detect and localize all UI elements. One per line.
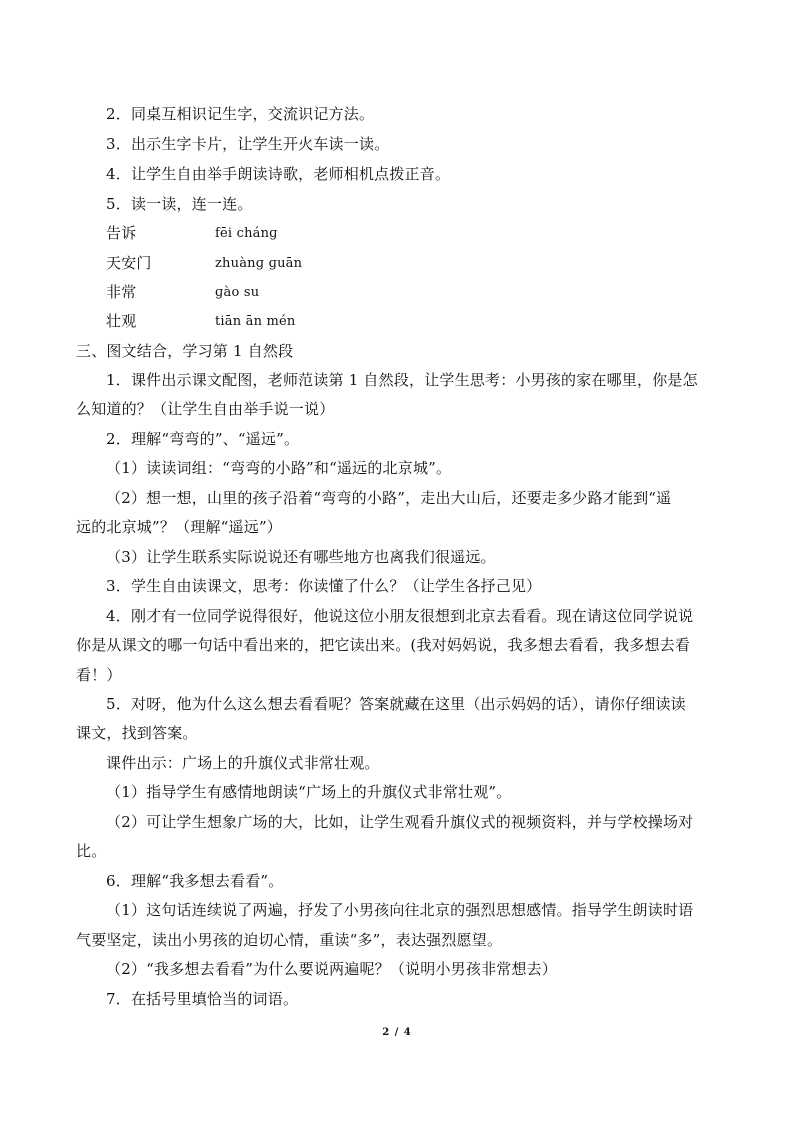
paragraph-line: 1．课件出示课文配图，老师范读第 1 自然段，让学生思考：小男孩的家在哪里，你是怎	[106, 371, 698, 389]
paragraph-line: 远的北京城”？（理解“遥远”）	[76, 518, 283, 536]
paragraph-line: 4．刚才有一位同学说得很好，他说这位小朋友很想到北京去看看。现在请这位同学说说	[106, 607, 694, 625]
paragraph-line: 5．对呀，他为什么这么想去看看呢？答案就藏在这里（出示妈妈的话），请你仔细读读	[106, 695, 686, 713]
paragraph-line: （3）让学生联系实际说说还有哪些地方也离我们很遥远。	[106, 548, 496, 566]
step-3-line: 3．出示生字卡片，让学生开火车读一读。	[106, 135, 390, 153]
step-2-line: 2．同桌互相识记生字，交流识记方法。	[106, 105, 375, 123]
paragraph-line: 3．学生自由读课文，思考：你读懂了什么？（让学生各抒己见）	[106, 577, 542, 595]
matching-pinyin: ɡào su	[215, 285, 260, 300]
paragraph-line: （1）这句话连续说了两遍，抒发了小男孩向往北京的强烈思想感情。指导学生朗读时语	[106, 901, 694, 919]
paragraph-line: 2．理解“弯弯的”、“遥远”。	[106, 430, 300, 448]
matching-word: 非常	[106, 283, 137, 301]
matching-word: 告诉	[106, 224, 137, 242]
paragraph-line: （1）指导学生有感情地朗读“广场上的升旗仪式非常壮观”。	[106, 783, 512, 801]
page-number: 2 / 4	[382, 1027, 412, 1038]
step-4-line: 4．让学生自由举手朗读诗歌，老师相机点拨正音。	[106, 165, 451, 183]
paragraph-line: 7．在括号里填恰当的词语。	[106, 990, 299, 1008]
matching-pinyin: zhuànɡ ɡuān	[215, 256, 303, 271]
step-5-line: 5．读一读，连一连。	[106, 195, 253, 213]
matching-word: 壮观	[106, 312, 137, 330]
matching-pinyin: fēi chánɡ	[215, 226, 278, 241]
paragraph-line: （2）想一想，山里的孩子沿着“弯弯的小路”，走出大山后，还要走多少路才能到“遥	[106, 489, 672, 507]
paragraph-line: 你是从课文的哪一句话中看出来的，把它读出来。(我对妈妈说，我多想去看看，我多想去看	[76, 636, 691, 654]
paragraph-line: （2）可让学生想象广场的大，比如，让学生观看升旗仪式的视频资料，并与学校操场对	[106, 813, 694, 831]
matching-pinyin: tiān ān mén	[215, 314, 296, 329]
paragraph-line: 看！）	[76, 666, 122, 684]
paragraph-line: 气要坚定，读出小男孩的迫切心情，重读“多”，表达强烈愿望。	[76, 931, 503, 949]
paragraph-line: 课文，找到答案。	[76, 724, 198, 742]
paragraph-line: 课件出示：广场上的升旗仪式非常壮观。	[106, 754, 380, 772]
paragraph-line: 比。	[76, 842, 107, 860]
paragraph-line: （1）读读词组：“弯弯的小路”和“遥远的北京城”。	[106, 459, 452, 477]
paragraph-line: 6．理解“我多想去看看”。	[106, 872, 284, 890]
section-3-heading: 三、图文结合，学习第 1 自然段	[76, 342, 294, 360]
matching-word: 天安门	[106, 254, 152, 272]
paragraph-line: 么知道的？（让学生自由举手说一说）	[76, 400, 335, 418]
paragraph-line: （2）“我多想去看看”为什么要说两遍呢？（说明小男孩非常想去）	[106, 960, 558, 978]
